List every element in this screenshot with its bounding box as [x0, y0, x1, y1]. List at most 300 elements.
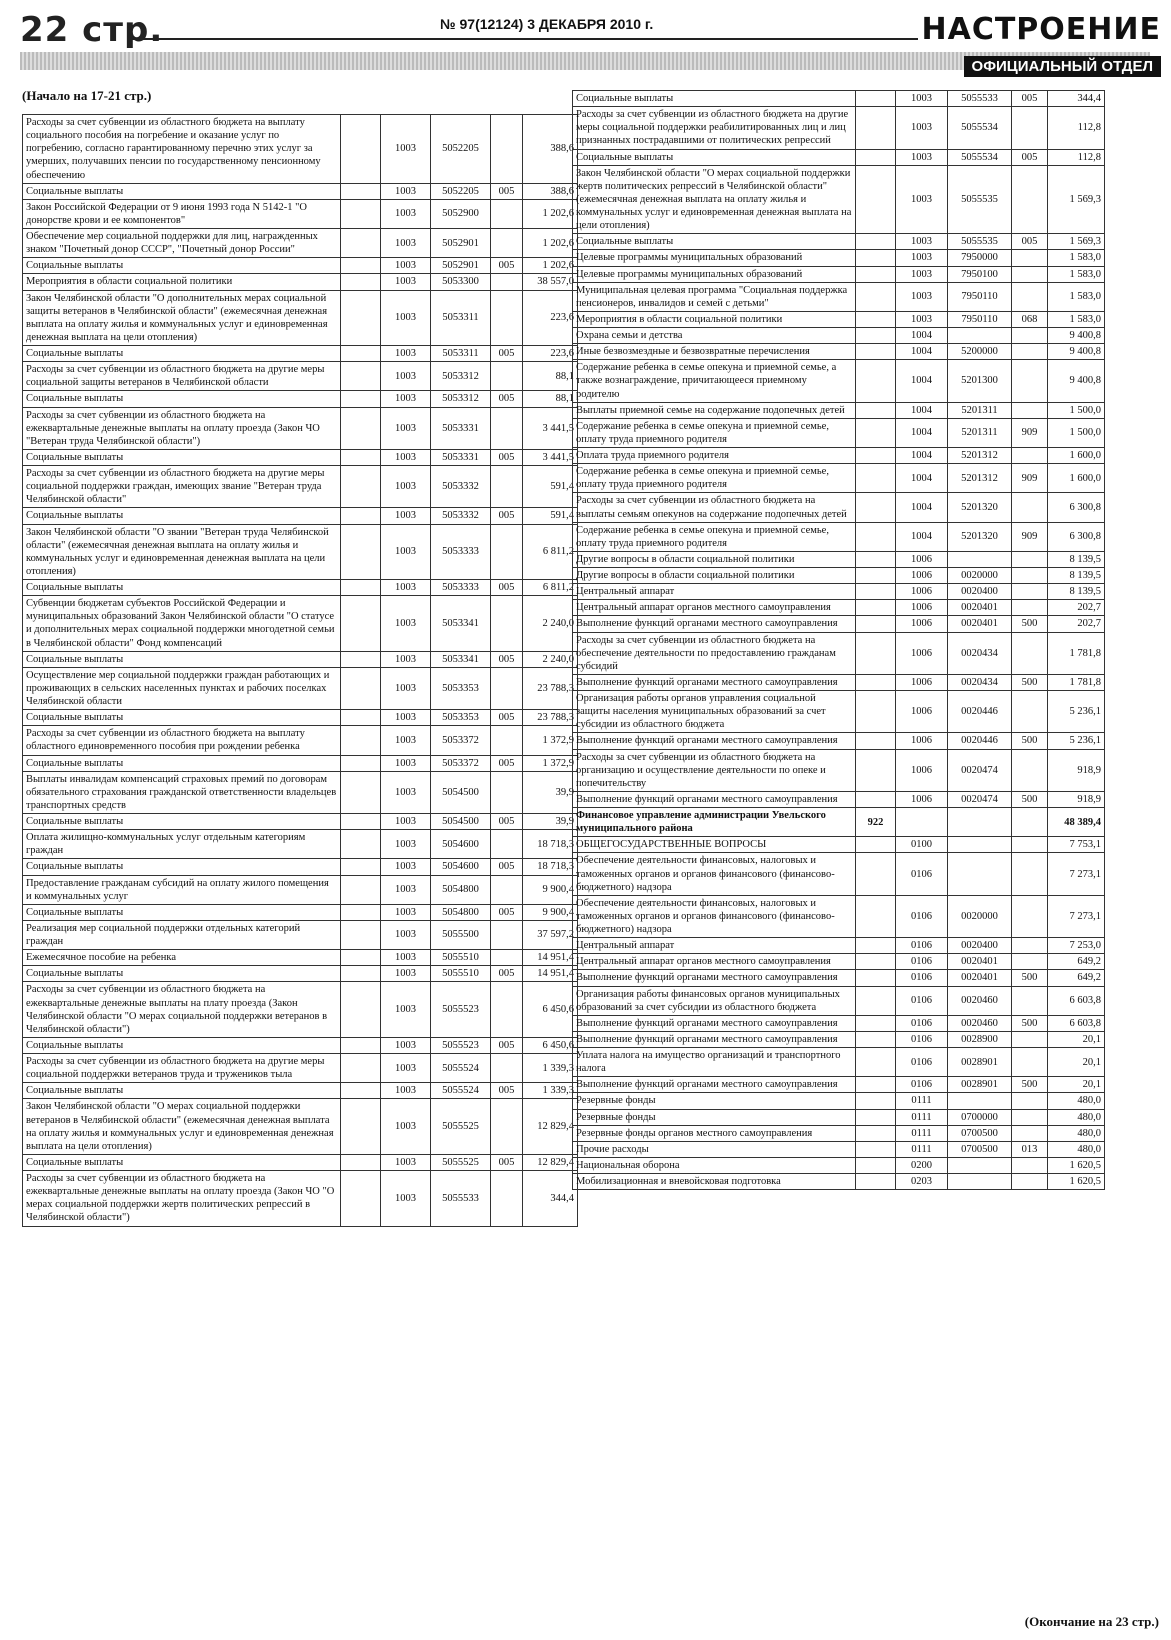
table-row — [23, 1154, 578, 1170]
row-ministry-code — [341, 950, 381, 966]
row-amount: 48 389,4 — [1048, 808, 1105, 837]
row-name: Другие вопросы в области социальной политики — [573, 568, 856, 584]
row-target-code: 5055533 — [431, 1171, 491, 1227]
row-expense-type — [491, 524, 523, 580]
row-amount: 39,9 — [523, 814, 578, 830]
table-row — [573, 282, 1105, 311]
row-expense-type — [1012, 344, 1048, 360]
row-amount: 5 236,1 — [1048, 733, 1105, 749]
row-section-code: 1003 — [381, 982, 431, 1038]
row-target-code: 7950100 — [948, 266, 1012, 282]
row-name: Закон Российской Федерации от 9 июня 1993 года N 5142-1 "О донорстве крови и ее компонентов" — [23, 199, 341, 228]
row-section-code: 0111 — [896, 1109, 948, 1125]
row-target-code: 5055525 — [431, 1099, 491, 1155]
row-target-code: 5053312 — [431, 362, 491, 391]
row-name: Обеспечение мер социальной поддержки для лиц, награжденных знаком "Почетный донор СССР", "Почетный донор России" — [23, 229, 341, 258]
row-section-code: 0106 — [896, 986, 948, 1015]
row-ministry-code — [341, 449, 381, 465]
row-ministry-code — [856, 448, 896, 464]
table-row — [23, 449, 578, 465]
table-row — [573, 837, 1105, 853]
row-ministry-code — [341, 115, 381, 184]
row-expense-type: 005 — [491, 710, 523, 726]
budget-table-left — [22, 114, 578, 1227]
row-ministry-code — [341, 830, 381, 859]
row-section-code: 1006 — [896, 584, 948, 600]
row-name: Мобилизационная и вневойсковая подготовка — [573, 1174, 856, 1190]
row-name: Реализация мер социальной поддержки отдельных категорий граждан — [23, 920, 341, 949]
row-name: Прочие расходы — [573, 1141, 856, 1157]
table-row — [573, 970, 1105, 986]
row-expense-type — [1012, 107, 1048, 149]
table-row — [573, 149, 1105, 165]
row-ministry-code — [341, 755, 381, 771]
row-target-code: 5052900 — [431, 199, 491, 228]
row-name: Мероприятия в области социальной политики — [573, 311, 856, 327]
row-amount: 112,8 — [1048, 149, 1105, 165]
table-row — [573, 938, 1105, 954]
row-expense-type — [1012, 584, 1048, 600]
row-target-code: 5055524 — [431, 1083, 491, 1099]
table-row — [23, 580, 578, 596]
row-ministry-code — [341, 1154, 381, 1170]
row-expense-type: 005 — [491, 1037, 523, 1053]
row-expense-type: 500 — [1012, 733, 1048, 749]
row-section-code: 0106 — [896, 1048, 948, 1077]
row-name: Центральный аппарат органов местного самоуправления — [573, 600, 856, 616]
row-expense-type — [1012, 448, 1048, 464]
row-ministry-code — [856, 1077, 896, 1093]
row-section-code: 1003 — [381, 1171, 431, 1227]
row-expense-type: 005 — [491, 755, 523, 771]
row-name: Расходы за счет субвенции из областного бюджета на организацию и осуществление деятельности по опеке и попечительству — [573, 749, 856, 791]
row-target-code: 5052205 — [431, 115, 491, 184]
row-name: Социальные выплаты — [23, 710, 341, 726]
row-expense-type — [1012, 551, 1048, 567]
row-name: Социальные выплаты — [23, 859, 341, 875]
row-target-code: 5053341 — [431, 651, 491, 667]
row-section-code: 0106 — [896, 954, 948, 970]
row-target-code: 5201312 — [948, 448, 1012, 464]
row-expense-type — [491, 407, 523, 449]
row-amount: 1 372,9 — [523, 726, 578, 755]
table-row — [573, 1141, 1105, 1157]
row-ministry-code — [856, 853, 896, 895]
row-section-code: 1003 — [381, 814, 431, 830]
table-row — [573, 360, 1105, 402]
row-expense-type — [491, 1171, 523, 1227]
row-target-code: 5053312 — [431, 391, 491, 407]
row-section-code: 1006 — [896, 749, 948, 791]
row-target-code: 0020474 — [948, 791, 1012, 807]
row-ministry-code — [856, 616, 896, 632]
row-expense-type — [1012, 895, 1048, 937]
row-name: Содержание ребенка в семье опекуна и приемной семье, а также вознаграждение, причитающееся приемному родителю — [573, 360, 856, 402]
row-section-code: 1004 — [896, 522, 948, 551]
row-target-code: 5053372 — [431, 726, 491, 755]
row-amount: 1 500,0 — [1048, 402, 1105, 418]
row-amount: 7 273,1 — [1048, 853, 1105, 895]
row-name: Выполнение функций органами местного самоуправления — [573, 733, 856, 749]
row-amount: 388,6 — [523, 115, 578, 184]
row-expense-type: 909 — [1012, 522, 1048, 551]
row-target-code: 5053331 — [431, 449, 491, 465]
row-amount: 9 400,8 — [1048, 360, 1105, 402]
row-amount: 344,4 — [523, 1171, 578, 1227]
row-section-code: 1004 — [896, 360, 948, 402]
row-ministry-code — [856, 107, 896, 149]
row-expense-type — [1012, 1174, 1048, 1190]
row-target-code: 5053333 — [431, 580, 491, 596]
row-section-code: 1003 — [381, 859, 431, 875]
row-target-code: 0020474 — [948, 749, 1012, 791]
row-ministry-code — [856, 282, 896, 311]
row-section-code: 0106 — [896, 938, 948, 954]
row-section-code: 1003 — [381, 199, 431, 228]
row-section-code: 1006 — [896, 600, 948, 616]
table-row — [573, 568, 1105, 584]
row-amount: 5 236,1 — [1048, 691, 1105, 733]
row-expense-type: 005 — [491, 183, 523, 199]
row-target-code: 5055523 — [431, 1037, 491, 1053]
row-expense-type — [1012, 837, 1048, 853]
row-name: Содержание ребенка в семье опекуна и приемной семье, оплату труда приемного родителя — [573, 464, 856, 493]
row-ministry-code — [341, 1171, 381, 1227]
row-name: Социальные выплаты — [23, 183, 341, 199]
row-expense-type — [491, 667, 523, 709]
row-expense-type — [1012, 1109, 1048, 1125]
row-amount: 6 300,8 — [1048, 493, 1105, 522]
table-row — [23, 726, 578, 755]
row-section-code: 0106 — [896, 853, 948, 895]
table-row — [23, 651, 578, 667]
row-amount: 1 583,0 — [1048, 250, 1105, 266]
table-row — [573, 808, 1105, 837]
row-amount: 14 951,4 — [523, 950, 578, 966]
row-target-code: 0700000 — [948, 1109, 1012, 1125]
table-row — [23, 1083, 578, 1099]
row-target-code — [948, 837, 1012, 853]
row-ministry-code — [341, 904, 381, 920]
row-name: Осуществление мер социальной поддержки граждан работающих и проживающих в сельских населенных пунктах и рабочих поселках Челябинской области — [23, 667, 341, 709]
row-name: Содержание ребенка в семье опекуна и приемной семье, оплату труда приемного родителя — [573, 418, 856, 447]
row-expense-type — [1012, 165, 1048, 234]
row-expense-type — [491, 982, 523, 1038]
row-ministry-code — [856, 234, 896, 250]
row-target-code: 5055533 — [948, 91, 1012, 107]
row-amount: 1 781,8 — [1048, 632, 1105, 674]
row-name: Мероприятия в области социальной политики — [23, 274, 341, 290]
row-expense-type — [1012, 691, 1048, 733]
row-target-code — [948, 808, 1012, 837]
header-rule — [128, 38, 918, 40]
row-target-code: 0020401 — [948, 954, 1012, 970]
row-amount: 6 603,8 — [1048, 986, 1105, 1015]
continued-from-note: (Начало на 17-21 стр.) — [22, 88, 152, 103]
row-section-code: 1003 — [381, 258, 431, 274]
row-name: Социальные выплаты — [23, 391, 341, 407]
row-section-code: 1003 — [381, 651, 431, 667]
table-row — [23, 950, 578, 966]
row-section-code: 1003 — [381, 391, 431, 407]
row-section-code: 1003 — [381, 290, 431, 346]
row-section-code: 0106 — [896, 895, 948, 937]
row-target-code: 5055510 — [431, 966, 491, 982]
row-amount: 1 569,3 — [1048, 234, 1105, 250]
table-row — [573, 584, 1105, 600]
row-ministry-code — [856, 493, 896, 522]
row-name: Расходы за счет субвенции из областного бюджета на другие меры социальной защиты ветеранов в Челябинской области — [23, 362, 341, 391]
row-name: Субвенции бюджетам субъектов Российской Федерации и муниципальных образований Закон Челябинской области "О статусе и дополнительных мерах социальной поддержки многодетной семьи в Челябинской области" Фонд компенсаций — [23, 596, 341, 652]
row-name: Центральный аппарат органов местного самоуправления — [573, 954, 856, 970]
row-name: Национальная оборона — [573, 1157, 856, 1173]
row-expense-type: 013 — [1012, 1141, 1048, 1157]
row-amount: 649,2 — [1048, 954, 1105, 970]
row-ministry-code — [856, 551, 896, 567]
row-name: Расходы за счет субвенции из областного бюджета на другие меры социальной поддержки граждан, имеющих звание "Ветеран труда Челябинской области" — [23, 466, 341, 508]
row-amount: 9 900,4 — [523, 904, 578, 920]
row-name: Социальные выплаты — [573, 91, 856, 107]
row-expense-type: 500 — [1012, 616, 1048, 632]
row-name: Выполнение функций органами местного самоуправления — [573, 1077, 856, 1093]
row-target-code: 5054600 — [431, 859, 491, 875]
table-row — [573, 600, 1105, 616]
row-amount: 480,0 — [1048, 1093, 1105, 1109]
row-amount: 480,0 — [1048, 1125, 1105, 1141]
row-ministry-code — [341, 1037, 381, 1053]
row-section-code: 1003 — [381, 115, 431, 184]
row-name: Обеспечение деятельности финансовых, налоговых и таможенных органов и органов финансового (финансово-бюджетного) надзора — [573, 853, 856, 895]
row-amount: 23 788,3 — [523, 667, 578, 709]
row-section-code: 0200 — [896, 1157, 948, 1173]
table-row — [573, 1015, 1105, 1031]
row-name: Социальные выплаты — [23, 1083, 341, 1099]
row-ministry-code — [856, 344, 896, 360]
row-target-code — [948, 1174, 1012, 1190]
row-ministry-code — [341, 199, 381, 228]
row-ministry-code — [856, 1157, 896, 1173]
table-row — [573, 1031, 1105, 1047]
row-target-code: 5200000 — [948, 344, 1012, 360]
table-row — [23, 1054, 578, 1083]
row-section-code: 1003 — [381, 920, 431, 949]
row-target-code: 5053372 — [431, 755, 491, 771]
table-row — [23, 596, 578, 652]
row-amount: 12 829,4 — [523, 1154, 578, 1170]
row-expense-type — [1012, 808, 1048, 837]
row-ministry-code — [856, 691, 896, 733]
continued-to-note: (Окончание на 23 стр.) — [1024, 1614, 1159, 1629]
row-name: Целевые программы муниципальных образований — [573, 266, 856, 282]
row-amount: 6 300,8 — [1048, 522, 1105, 551]
table-row — [573, 1125, 1105, 1141]
table-row — [23, 346, 578, 362]
row-name: Социальные выплаты — [23, 755, 341, 771]
row-expense-type: 500 — [1012, 970, 1048, 986]
row-ministry-code — [856, 749, 896, 791]
row-name: Социальные выплаты — [23, 1154, 341, 1170]
table-row — [23, 1171, 578, 1227]
row-name: Выполнение функций органами местного самоуправления — [573, 616, 856, 632]
row-expense-type — [491, 362, 523, 391]
row-section-code: 1003 — [381, 183, 431, 199]
row-section-code: 1003 — [381, 346, 431, 362]
row-amount: 1 600,0 — [1048, 464, 1105, 493]
row-ministry-code — [856, 418, 896, 447]
row-amount: 7 753,1 — [1048, 837, 1105, 853]
row-target-code: 5201320 — [948, 522, 1012, 551]
row-name: Закон Челябинской области "О мерах социальной поддержки жертв политических репрессий в Челябинской области" (ежемесячная денежная выплата на оплату жилья и коммунальных услуг и единовременная денежная выплата на цели отопления) — [573, 165, 856, 234]
row-section-code: 1003 — [381, 667, 431, 709]
row-name: Социальные выплаты — [23, 449, 341, 465]
row-section-code: 0111 — [896, 1141, 948, 1157]
row-expense-type — [1012, 568, 1048, 584]
row-ministry-code — [856, 1048, 896, 1077]
table-row — [23, 466, 578, 508]
row-name: Резервные фонды — [573, 1109, 856, 1125]
row-expense-type: 005 — [1012, 234, 1048, 250]
row-target-code: 0020000 — [948, 568, 1012, 584]
table-row — [23, 274, 578, 290]
row-section-code: 1003 — [896, 149, 948, 165]
row-name: Выполнение функций органами местного самоуправления — [573, 674, 856, 690]
row-ministry-code — [341, 466, 381, 508]
row-expense-type — [491, 726, 523, 755]
table-row — [573, 522, 1105, 551]
table-row — [573, 1048, 1105, 1077]
row-ministry-code — [856, 1031, 896, 1047]
row-ministry-code — [856, 360, 896, 402]
row-section-code: 0106 — [896, 970, 948, 986]
table-row — [23, 710, 578, 726]
row-section-code: 1003 — [381, 755, 431, 771]
row-ministry-code — [856, 250, 896, 266]
row-section-code: 0106 — [896, 1015, 948, 1031]
row-section-code: 1004 — [896, 464, 948, 493]
row-expense-type — [1012, 282, 1048, 311]
row-amount: 223,6 — [523, 346, 578, 362]
table-row — [23, 771, 578, 813]
row-expense-type: 005 — [491, 391, 523, 407]
row-expense-type: 005 — [491, 1154, 523, 1170]
row-amount: 1 339,3 — [523, 1054, 578, 1083]
row-expense-type — [491, 466, 523, 508]
table-row — [23, 966, 578, 982]
table-row — [23, 508, 578, 524]
table-row — [23, 1037, 578, 1053]
row-ministry-code — [856, 733, 896, 749]
row-target-code: 5053353 — [431, 710, 491, 726]
row-ministry-code — [341, 229, 381, 258]
table-row — [23, 407, 578, 449]
row-target-code: 0020446 — [948, 691, 1012, 733]
row-expense-type — [1012, 328, 1048, 344]
row-target-code: 5052901 — [431, 229, 491, 258]
row-section-code: 1006 — [896, 791, 948, 807]
row-target-code: 5053311 — [431, 290, 491, 346]
row-expense-type — [491, 1054, 523, 1083]
row-name: Оплата труда приемного родителя — [573, 448, 856, 464]
row-expense-type: 005 — [1012, 91, 1048, 107]
page-header — [0, 0, 1171, 80]
row-ministry-code — [341, 346, 381, 362]
row-target-code: 5055524 — [431, 1054, 491, 1083]
row-amount: 1 339,3 — [523, 1083, 578, 1099]
row-amount: 591,4 — [523, 508, 578, 524]
row-name: Социальные выплаты — [573, 234, 856, 250]
row-expense-type — [491, 199, 523, 228]
row-expense-type — [1012, 853, 1048, 895]
row-expense-type: 005 — [491, 508, 523, 524]
row-name: Организация работы органов управления социальной защиты населения муниципальных образований за счет субсидии из областного бюджета — [573, 691, 856, 733]
row-ministry-code — [856, 837, 896, 853]
row-ministry-code — [856, 402, 896, 418]
table-row — [573, 493, 1105, 522]
row-target-code: 5052901 — [431, 258, 491, 274]
row-ministry-code — [856, 584, 896, 600]
row-name: Социальные выплаты — [23, 258, 341, 274]
row-expense-type — [491, 771, 523, 813]
row-ministry-code — [341, 580, 381, 596]
row-ministry-code — [856, 954, 896, 970]
row-name: Расходы за счет субвенции из областного бюджета на другие меры социальной поддержки ветеранов труда и тружеников тыла — [23, 1054, 341, 1083]
row-target-code: 5054500 — [431, 814, 491, 830]
table-row — [23, 524, 578, 580]
row-amount: 1 202,6 — [523, 199, 578, 228]
table-row — [573, 1109, 1105, 1125]
row-section-code: 0111 — [896, 1093, 948, 1109]
row-section-code: 1003 — [896, 266, 948, 282]
row-ministry-code — [856, 632, 896, 674]
row-target-code: 0700500 — [948, 1141, 1012, 1157]
row-expense-type: 005 — [491, 449, 523, 465]
row-ministry-code — [856, 328, 896, 344]
row-expense-type — [491, 920, 523, 949]
row-expense-type — [1012, 938, 1048, 954]
row-ministry-code — [856, 311, 896, 327]
row-section-code: 1003 — [381, 407, 431, 449]
row-section-code: 1006 — [896, 632, 948, 674]
table-row — [573, 616, 1105, 632]
row-name: Выполнение функций органами местного самоуправления — [573, 1015, 856, 1031]
row-ministry-code — [856, 149, 896, 165]
row-section-code: 1006 — [896, 733, 948, 749]
row-ministry-code — [341, 407, 381, 449]
row-ministry-code: 922 — [856, 808, 896, 837]
row-name: Социальные выплаты — [573, 149, 856, 165]
row-section-code: 1003 — [896, 311, 948, 327]
row-target-code: 0028900 — [948, 1031, 1012, 1047]
row-amount: 1 202,6 — [523, 229, 578, 258]
row-section-code: 1003 — [381, 508, 431, 524]
issue-date: № 97(12124) 3 ДЕКАБРЯ 2010 г. — [440, 16, 654, 32]
row-amount: 14 951,4 — [523, 966, 578, 982]
row-expense-type — [491, 830, 523, 859]
row-target-code: 5052205 — [431, 183, 491, 199]
row-section-code: 1006 — [896, 691, 948, 733]
row-ministry-code — [341, 274, 381, 290]
row-name: Расходы за счет субвенции из областного бюджета на другие меры социальной поддержки реабилитированных лиц и лиц признанных пострадавшими от политических репрессий — [573, 107, 856, 149]
table-row — [23, 115, 578, 184]
row-target-code: 5201311 — [948, 418, 1012, 447]
row-ministry-code — [341, 1054, 381, 1083]
row-expense-type — [1012, 632, 1048, 674]
row-expense-type — [1012, 600, 1048, 616]
row-amount: 3 441,5 — [523, 407, 578, 449]
row-target-code: 5054500 — [431, 771, 491, 813]
row-target-code: 5055500 — [431, 920, 491, 949]
row-expense-type — [1012, 250, 1048, 266]
